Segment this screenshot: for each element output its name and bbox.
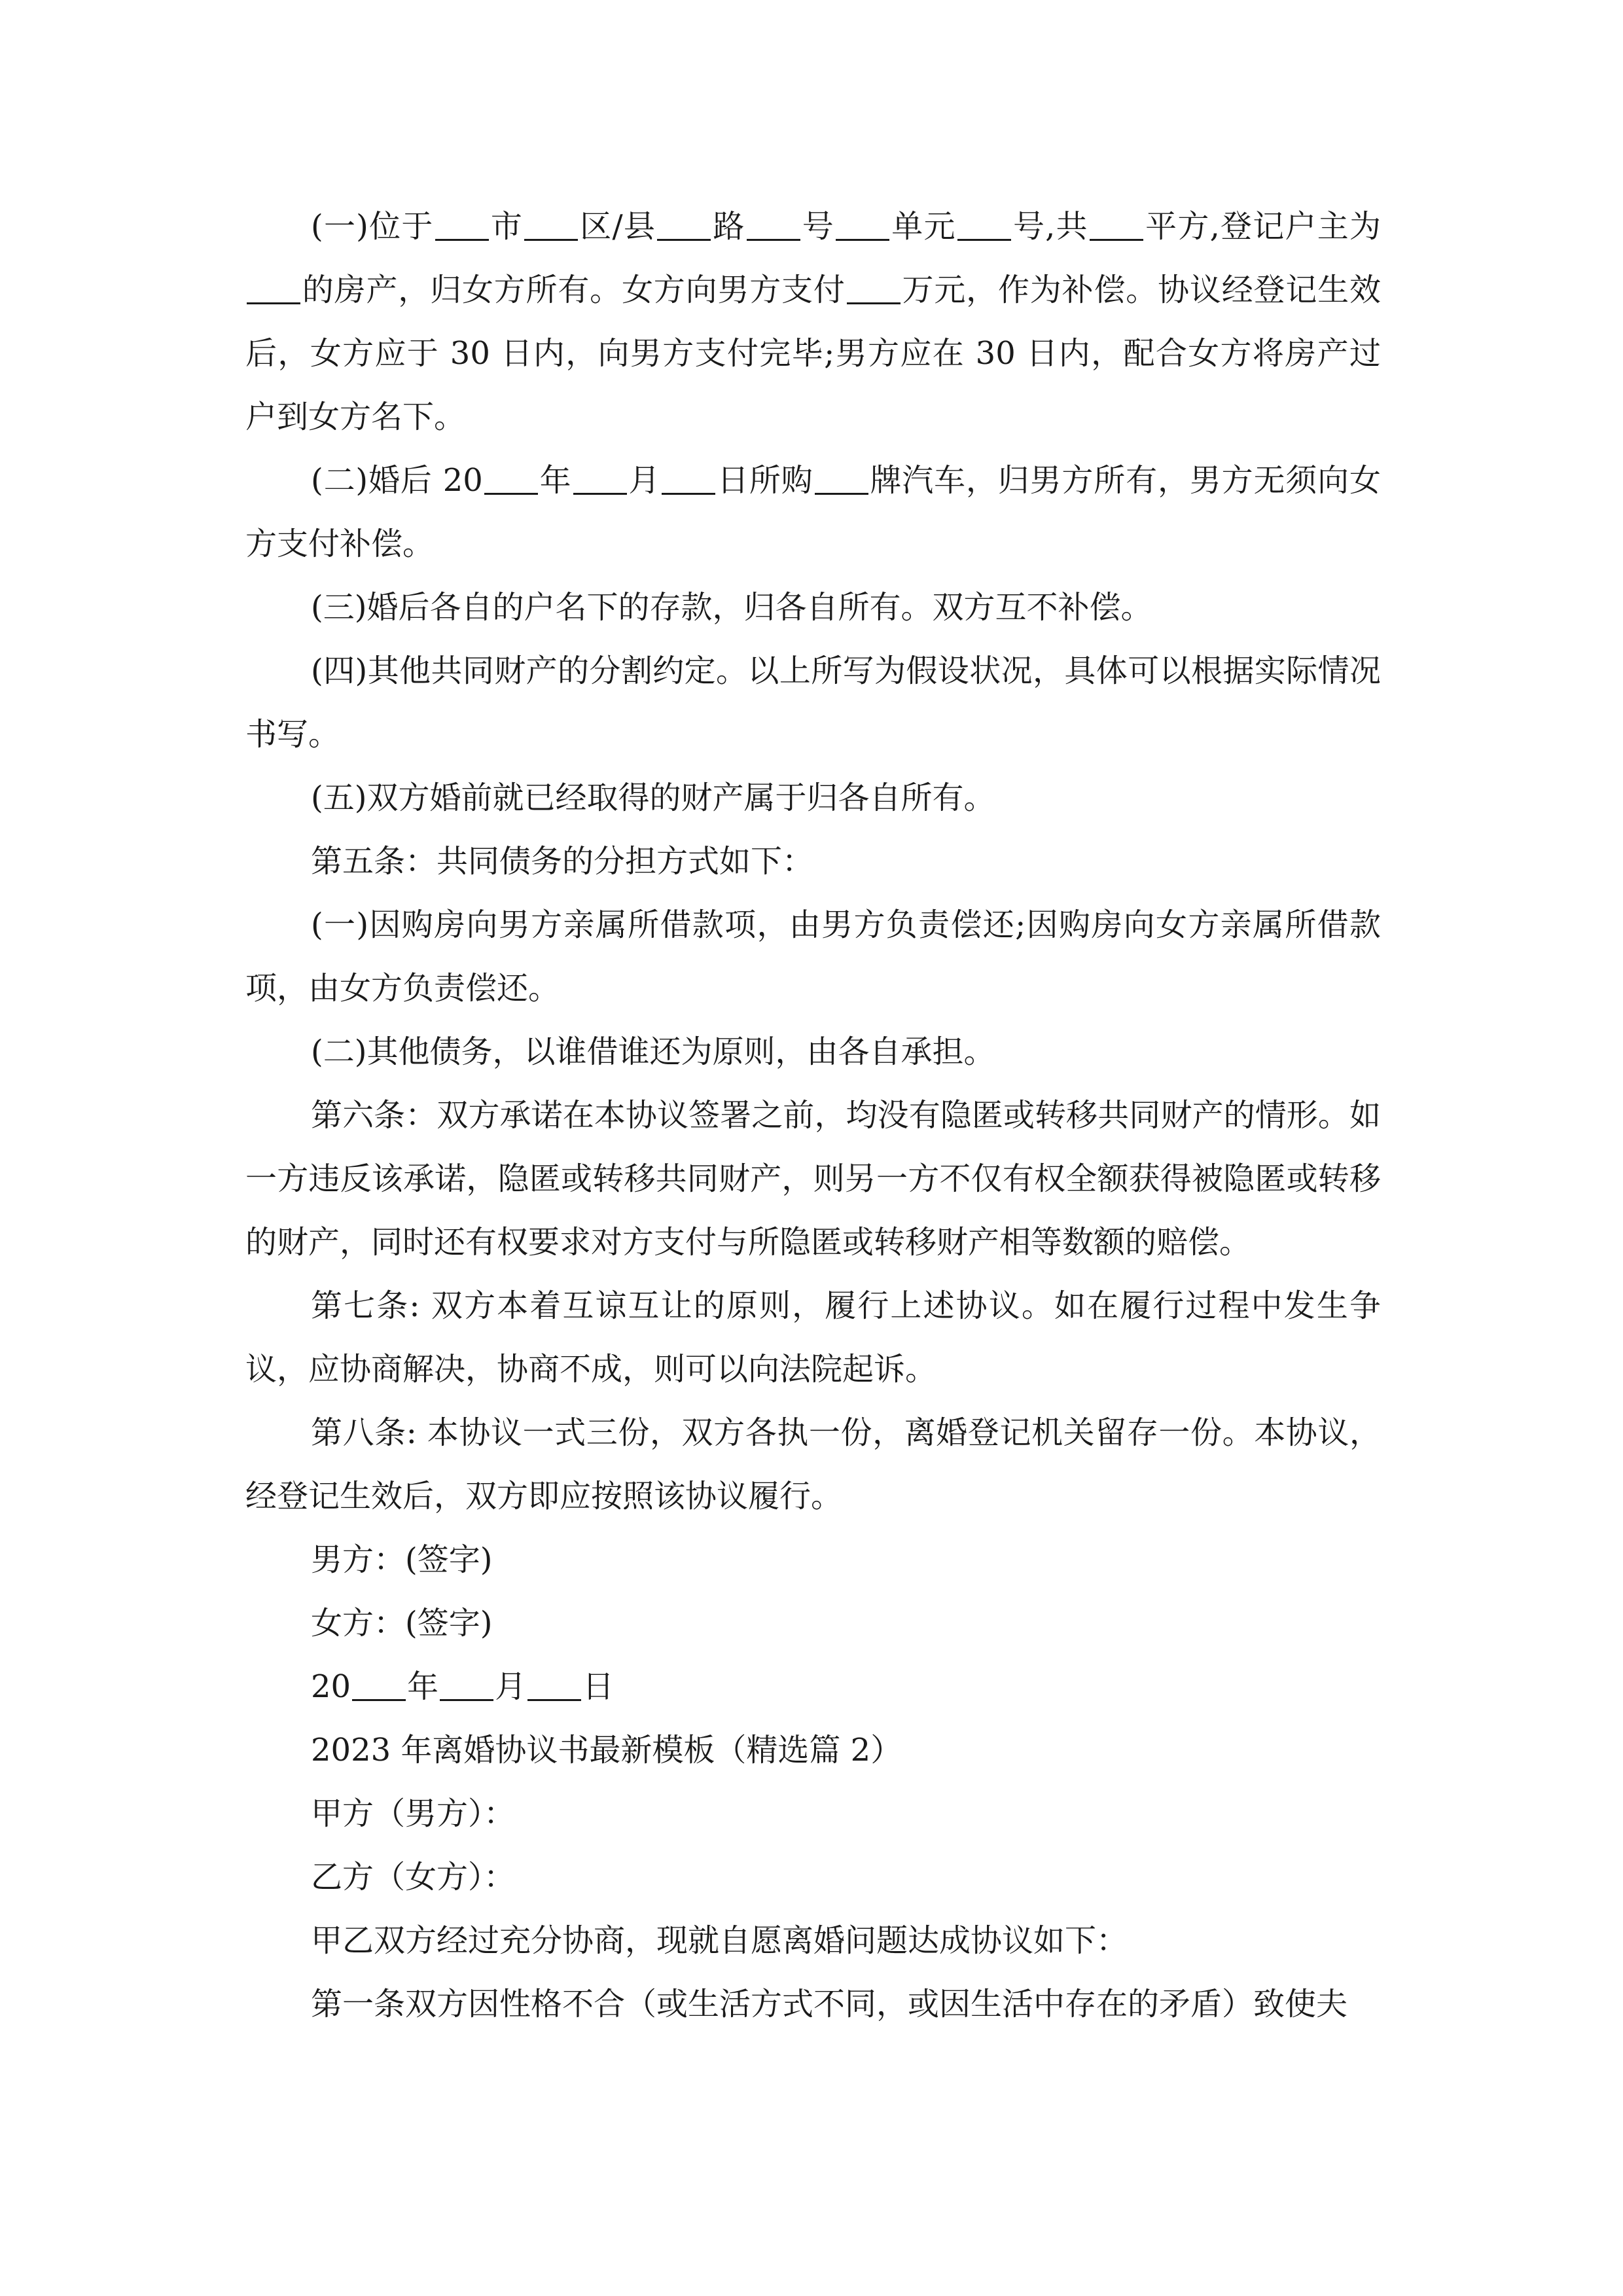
blank-line	[440, 1668, 493, 1701]
property-clause-5: (五)双方婚前就已经取得的财产属于归各自所有。	[311, 780, 995, 816]
blank-line	[352, 1668, 406, 1701]
property-clause-2: (二)婚后 20 年 月 日所购 牌汽车，归男方所有，男方无须向女方支付补偿。	[245, 462, 1381, 562]
article-7: 第七条: 双方本着互谅互让的原则，履行上述协议。如在履行过程中发生争议，应协商解决，协商不成，则可以向法院起诉。	[245, 1287, 1381, 1388]
blank-line	[573, 461, 627, 495]
blank-line	[247, 271, 300, 304]
agreement-intro: 甲乙双方经过充分协商，现就自愿离婚问题达成协议如下：	[311, 1922, 1128, 1959]
blank-line	[527, 1668, 581, 1701]
blank-line	[484, 461, 538, 495]
debt-clause-1: (一)因购房向男方亲属所借款项，由男方负责偿还;因购房向女方亲属所借款项，由女方负责偿还。	[245, 906, 1381, 1007]
party-b-line: 乙方（女方）：	[311, 1859, 516, 1895]
male-signature-line: 男方：(签字)	[311, 1541, 493, 1578]
article-6: 第六条：双方承诺在本协议签署之前，均没有隐匿或转移共同财产的情形。如一方违反该承诺，隐匿或转移共同财产，则另一方不仅有权全额获得被隐匿或转移的财产，同时还有权要求对方支付与所隐匿或转移财产相等数额的赔偿。	[245, 1097, 1381, 1261]
party-a-line: 甲方（男方）：	[311, 1795, 516, 1832]
blank-line	[815, 461, 868, 495]
blank-line	[662, 461, 715, 495]
property-clause-4: (四)其他共同财产的分割约定。以上所写为假设状况，具体可以根据实际情况书写。	[245, 653, 1381, 753]
blank-line	[957, 207, 1011, 241]
debt-clause-2: (二)其他债务，以谁借谁还为原则，由各自承担。	[311, 1033, 995, 1070]
blank-line	[747, 207, 800, 241]
property-clause-1: (一)位于 市 区/县 路 号 单元 号,共 平方,登记户主为的房产，归女方所有。女方向男方支付 万元，作为补偿。协议经登记生效后，女方应于 30 日内，向男方支付完毕;男方应在 30 日内，配合女方将房产过户到女方名下。	[245, 208, 1381, 435]
blank-line	[524, 207, 578, 241]
blank-line	[847, 271, 901, 304]
article-1: 第一条双方因性格不合（或生活方式不同，或因生活中存在的矛盾）致使夫	[311, 1986, 1348, 2022]
blank-line	[435, 207, 489, 241]
property-clause-3: (三)婚后各自的户名下的存款，归各自所有。双方互不补偿。	[311, 589, 1152, 626]
section-title: 2023 年离婚协议书最新模板（精选篇 2）	[311, 1732, 902, 1768]
date-line: 20 年 月 日	[311, 1668, 615, 1705]
blank-line	[1090, 207, 1143, 241]
blank-line	[657, 207, 711, 241]
female-signature-line: 女方：(签字)	[311, 1605, 493, 1641]
article-8: 第八条: 本协议一式三份，双方各执一份，离婚登记机关留存一份。本协议，经登记生效后，双方即应按照该协议履行。	[245, 1414, 1381, 1515]
article-5-heading: 第五条：共同债务的分担方式如下：	[311, 843, 814, 880]
document-body	[245, 195, 1381, 2036]
blank-line	[836, 207, 889, 241]
